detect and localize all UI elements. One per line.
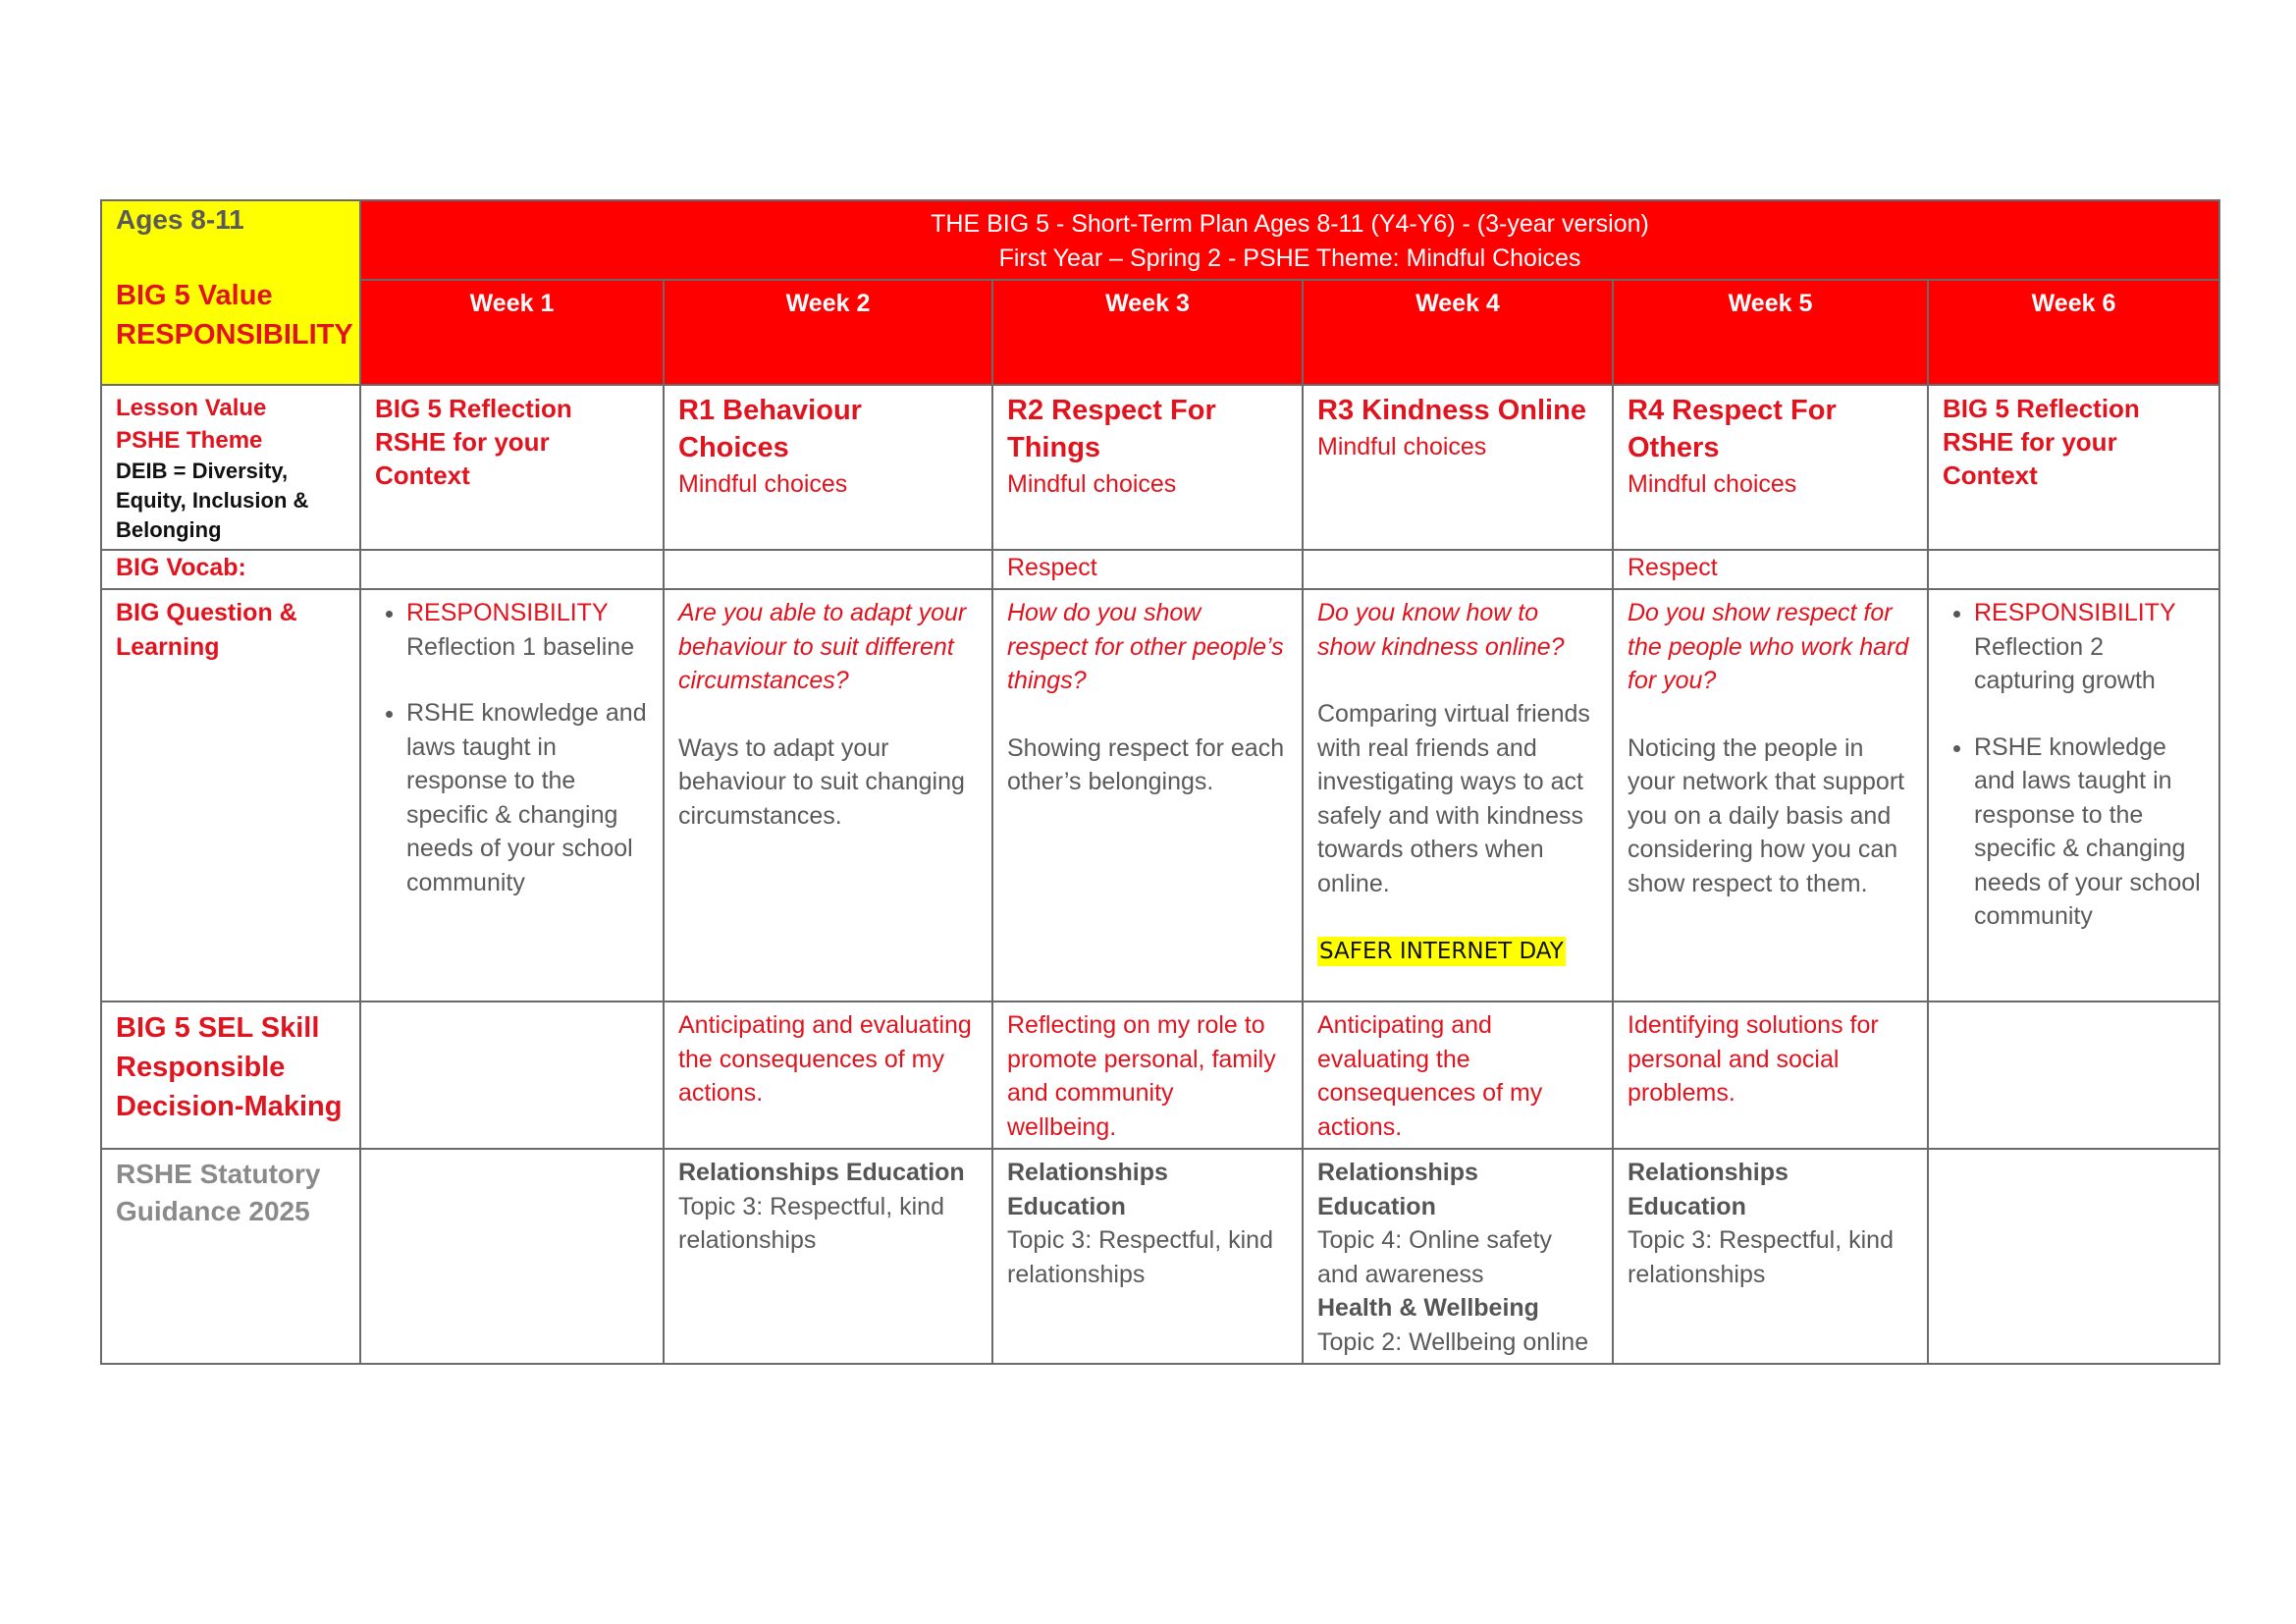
rshe-week-2 (664, 1149, 992, 1364)
plan-title-line1: THE BIG 5 - Short-Term Plan Ages 8-11 (Y4-Y6) - (3-year version) (931, 210, 1649, 238)
lesson-title: R2 Respect For Things (1007, 395, 1216, 463)
bullet-title: • RESPONSIBILITY (1974, 599, 2176, 626)
value-cell (101, 200, 360, 385)
question-week-1 (360, 589, 664, 1001)
bullet-text: Reflection 2 capturing growth (1974, 632, 2156, 694)
title-row (101, 200, 2219, 280)
question-label: BIG Question & Learning (101, 589, 360, 1001)
rshe-week-3 (992, 1149, 1303, 1364)
lesson-theme: Mindful choices (678, 470, 848, 498)
sel-week-4: Anticipating and evaluating the consequences of my actions. (1303, 1001, 1613, 1149)
sel-label-title: BIG 5 SEL Skill (116, 1012, 320, 1044)
sel-week-5: Identifying solutions for personal and social problems. (1613, 1001, 1928, 1149)
week-2-header: Week 2 (664, 280, 992, 385)
sel-label-skill: Responsible Decision-Making (116, 1052, 343, 1122)
rshe-topic: Topic 3: Respectful, kind relationships (678, 1192, 944, 1254)
lesson-title: BIG 5 Reflection (1943, 394, 2140, 423)
sel-row (101, 1001, 2219, 1149)
value-label: BIG 5 Value (116, 280, 273, 311)
list-item (1974, 596, 2205, 698)
rshe-row (101, 1149, 2219, 1364)
week-1-header: Week 1 (360, 280, 664, 385)
vocab-week-5: Respect (1613, 550, 1928, 589)
lesson-row (101, 385, 2219, 550)
rshe-week-5 (1613, 1149, 1928, 1364)
weeks-row (101, 280, 2219, 385)
question-row (101, 589, 2219, 1001)
rshe-topic: Topic 3: Respectful, kind relationships (1628, 1226, 1894, 1288)
big-question: Do you show respect for the people who work hard for you? (1628, 599, 1909, 694)
learning-text: Comparing virtual friends with real friends and investigating ways to act safely and with kindness towards others when online. (1317, 700, 1590, 897)
lesson-week-6 (1928, 385, 2219, 550)
big-question: Are you able to adapt your behaviour to suit different circumstances? (678, 599, 967, 694)
rshe-label: RSHE Statutory Guidance 2025 (101, 1149, 360, 1364)
lesson-week-1 (360, 385, 664, 550)
rshe-topic: Topic 3: Respectful, kind relationships (1007, 1226, 1273, 1288)
short-term-plan-table (100, 199, 2220, 1365)
bullet-list (375, 596, 649, 899)
pshe-theme-label: PSHE Theme (116, 427, 263, 454)
lesson-week-2 (664, 385, 992, 550)
rshe-heading-2: Health & Wellbeing (1317, 1294, 1539, 1322)
question-week-2 (664, 589, 992, 1001)
sel-week-6 (1928, 1001, 2219, 1149)
question-week-4 (1303, 589, 1613, 1001)
lesson-theme: Mindful choices (1317, 433, 1487, 460)
learning-text: Showing respect for each other’s belongings. (1007, 733, 1285, 795)
value-name: RESPONSIBILITY (116, 319, 353, 351)
week-6-header: Week 6 (1928, 280, 2219, 385)
rshe-heading: Relationships Education (1628, 1159, 1789, 1220)
vocab-week-4 (1303, 550, 1613, 589)
ages-label: Ages 8-11 (116, 204, 244, 235)
question-week-3 (992, 589, 1303, 1001)
bullet-title: • RESPONSIBILITY (406, 599, 609, 626)
vocab-week-1 (360, 550, 664, 589)
lesson-title: BIG 5 Reflection (375, 394, 572, 423)
safer-internet-day-badge: SAFER INTERNET DAY (1319, 939, 1564, 964)
rshe-heading: Relationships Education (678, 1159, 965, 1186)
vocab-row (101, 550, 2219, 589)
week-3-header: Week 3 (992, 280, 1303, 385)
lesson-title: R1 Behaviour Choices (678, 395, 862, 463)
lesson-title: R3 Kindness Online (1317, 395, 1586, 426)
vocab-week-2 (664, 550, 992, 589)
bullet-list (1943, 596, 2205, 934)
lesson-week-4 (1303, 385, 1613, 550)
rshe-heading: Relationships Education (1317, 1159, 1478, 1220)
lesson-value-label: Lesson Value (116, 395, 267, 421)
question-week-5 (1613, 589, 1928, 1001)
list-item: • RSHE knowledge and laws taught in response to the specific & changing needs of your school community (406, 696, 649, 899)
deib-label: DEIB = Diversity, Equity, Inclusion & Belonging (116, 459, 309, 542)
learning-text: Ways to adapt your behaviour to suit changing circumstances. (678, 733, 965, 830)
vocab-week-3: Respect (992, 550, 1303, 589)
big-question: How do you show respect for other people’s things? (1007, 599, 1284, 694)
lesson-row-label (101, 385, 360, 550)
big-question: Do you know how to show kindness online? (1317, 599, 1565, 661)
list-item (406, 596, 649, 664)
question-week-6 (1928, 589, 2219, 1001)
rshe-week-4 (1303, 1149, 1613, 1364)
list-item: • RSHE knowledge and laws taught in response to the specific & changing needs of your school community (1974, 731, 2205, 934)
lesson-theme: Mindful choices (1007, 470, 1177, 498)
rshe-topic-2: Topic 2: Wellbeing online (1317, 1327, 1589, 1356)
rshe-week-1 (360, 1149, 664, 1364)
sel-week-1 (360, 1001, 664, 1149)
lesson-week-3 (992, 385, 1303, 550)
rshe-week-6 (1928, 1149, 2219, 1364)
sel-week-3: Reflecting on my role to promote personal, family and community wellbeing. (992, 1001, 1303, 1149)
learning-text: Noticing the people in your network that support you on a daily basis and considering how you can show respect to them. (1628, 733, 1905, 897)
lesson-week-5 (1613, 385, 1928, 550)
lesson-theme: RSHE for your Context (375, 427, 550, 490)
sel-label (101, 1001, 360, 1149)
bullet-text: Reflection 1 baseline (406, 632, 635, 661)
week-4-header: Week 4 (1303, 280, 1613, 385)
vocab-week-6 (1928, 550, 2219, 589)
week-5-header: Week 5 (1613, 280, 1928, 385)
lesson-theme: Mindful choices (1628, 470, 1797, 498)
rshe-heading: Relationships Education (1007, 1159, 1168, 1220)
sel-week-2: Anticipating and evaluating the consequences of my actions. (664, 1001, 992, 1149)
rshe-topic: Topic 4: Online safety and awareness (1317, 1226, 1553, 1288)
plan-title-line2: First Year – Spring 2 - PSHE Theme: Mindful Choices (998, 244, 1581, 272)
plan-title (360, 200, 2219, 280)
lesson-theme: RSHE for your Context (1943, 427, 2117, 490)
lesson-title: R4 Respect For Others (1628, 395, 1837, 463)
vocab-label: BIG Vocab: (101, 550, 360, 589)
